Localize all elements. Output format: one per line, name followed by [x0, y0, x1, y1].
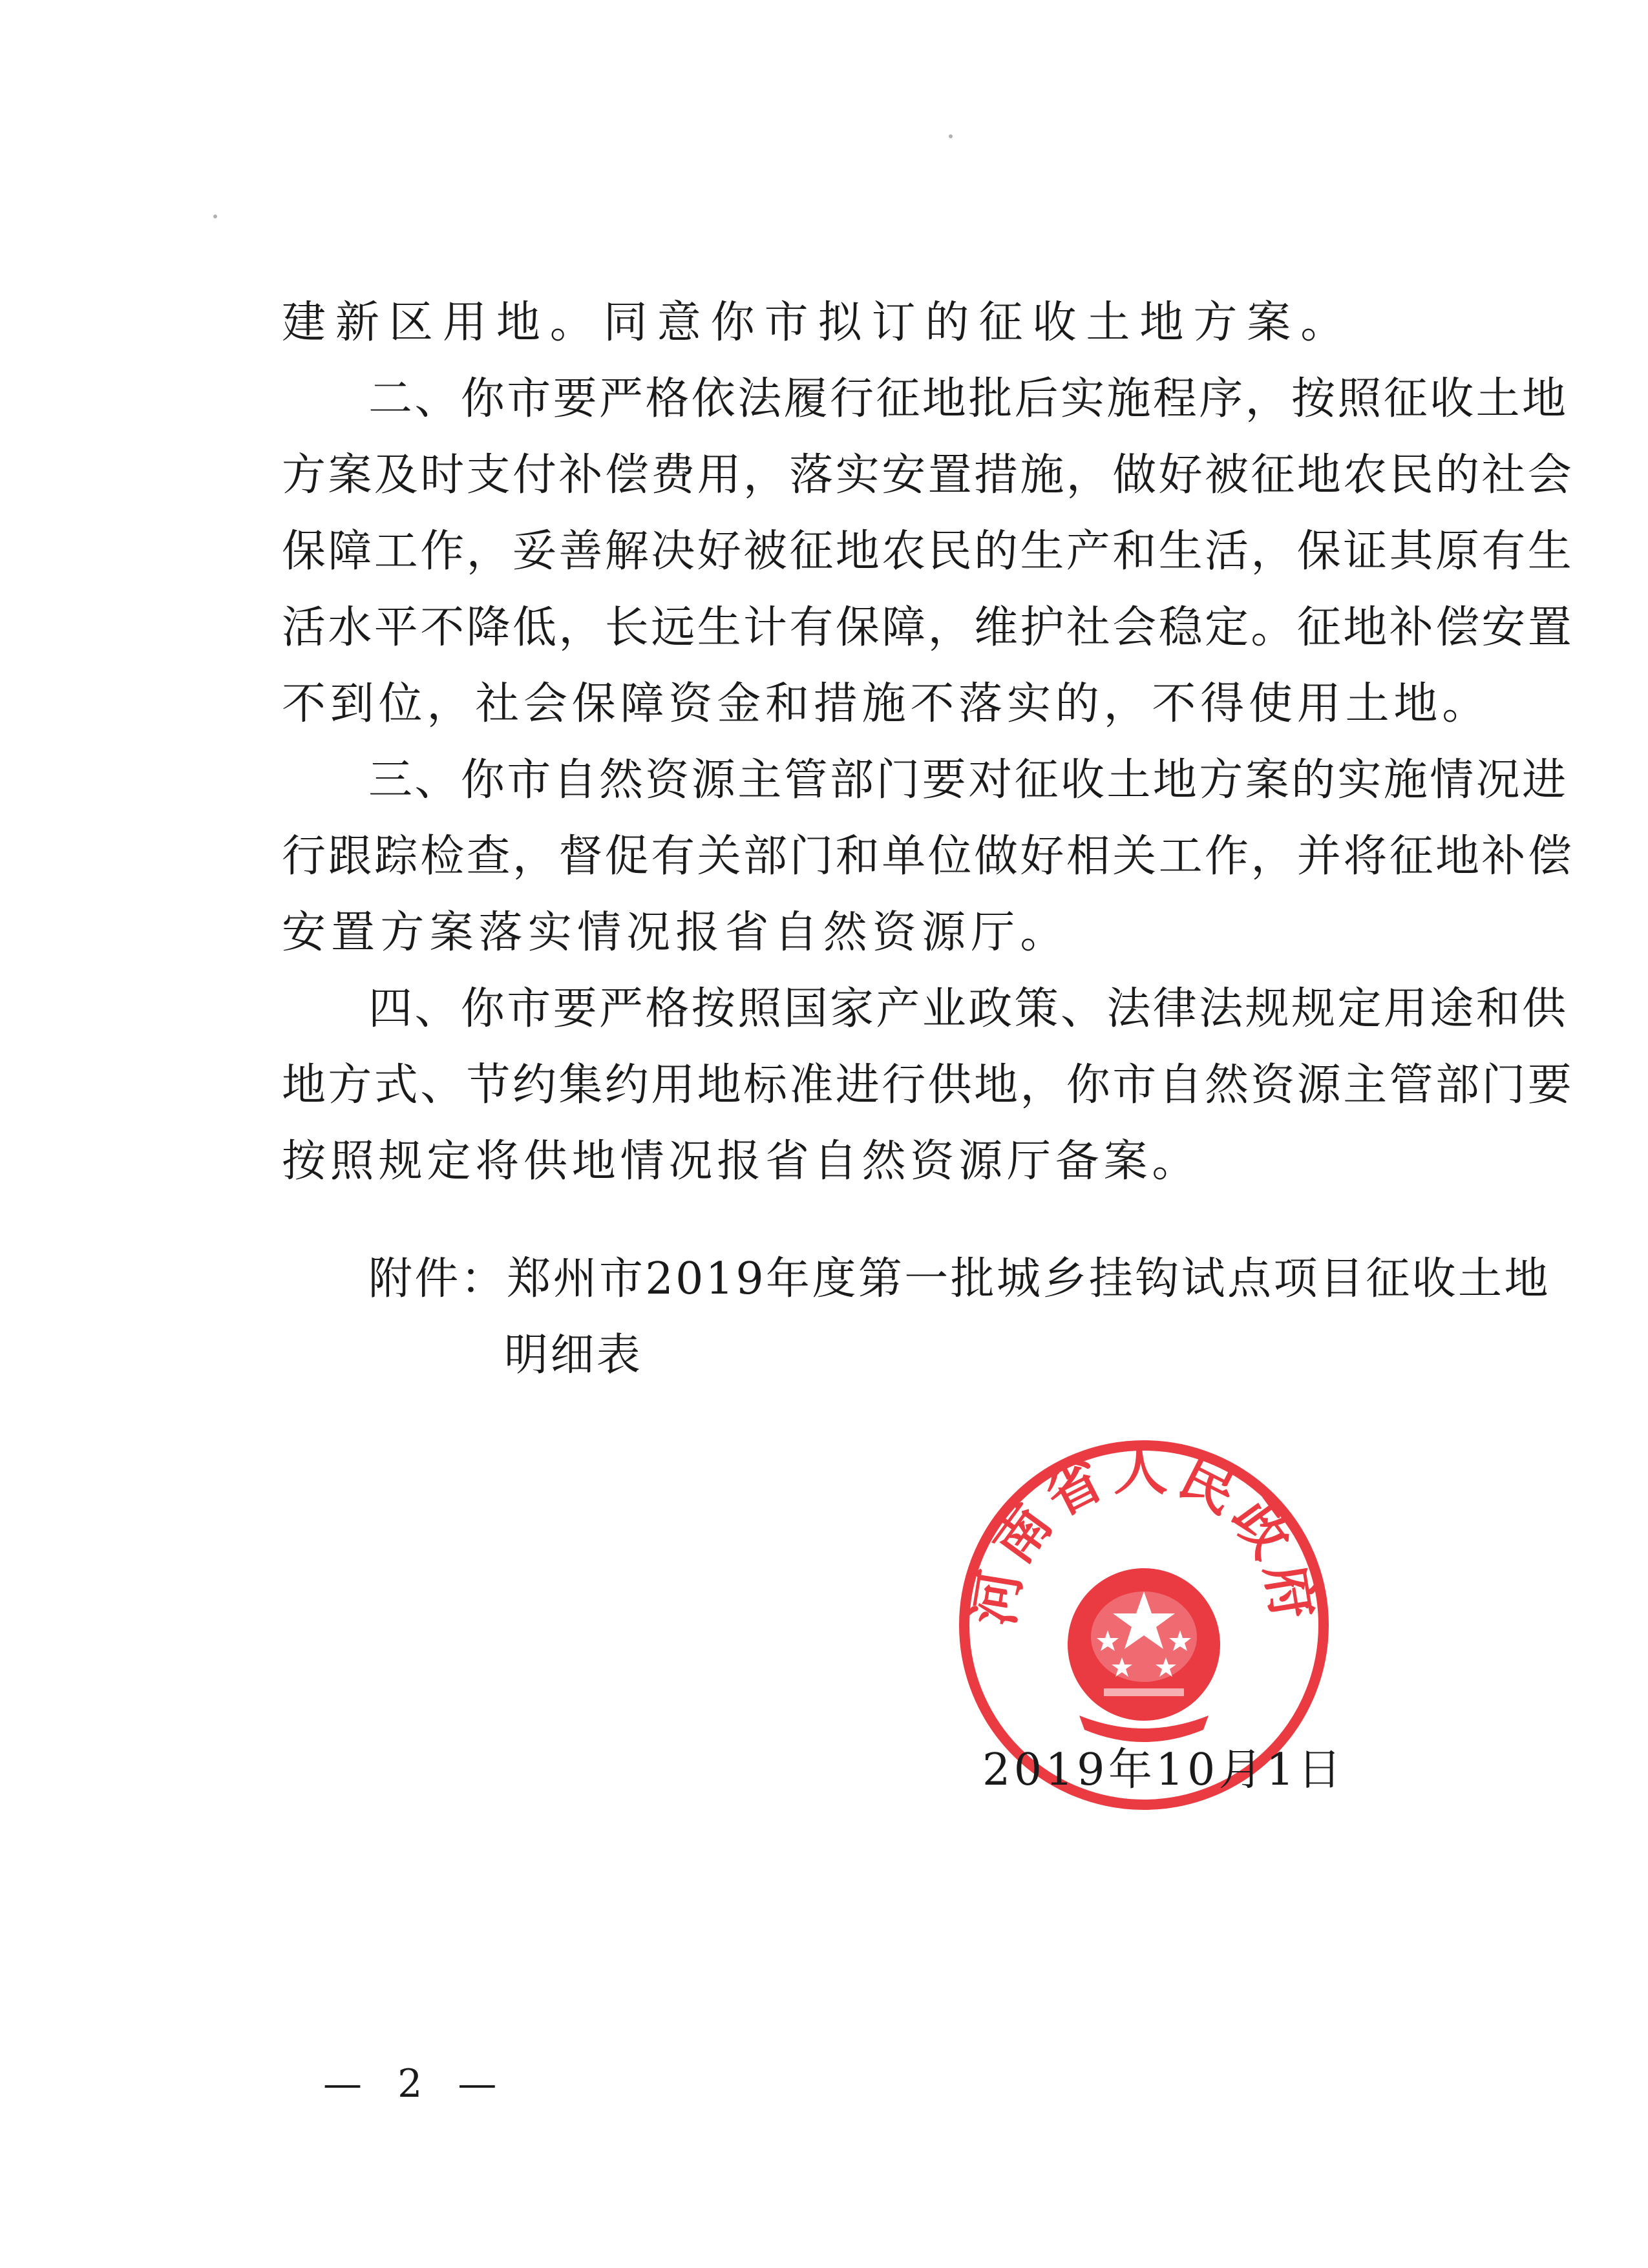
body-line-8: 行跟踪检查，督促有关部门和单位做好相关工作，并将征地补偿	[282, 831, 1574, 882]
scan-speck	[949, 134, 953, 138]
attachment-line-2: 明细表	[504, 1330, 643, 1381]
page-number: — 2 —	[323, 2061, 509, 2106]
body-line-6: 不到位，社会保障资金和措施不落实的，不得使用土地。	[282, 678, 1491, 730]
body-line-10: 四、你市要严格按照国家产业政策、法律法规规定用途和供	[368, 983, 1569, 1034]
body-line-1: 建新区用地。同意你市拟订的征收土地方案。	[282, 297, 1355, 348]
attachment-line-1: 附件：郑州市2019年度第一批城乡挂钩试点项目征收土地	[368, 1254, 1550, 1305]
body-line-4: 保障工作，妥善解决好被征地农民的生产和生活，保证其原有生	[282, 526, 1574, 577]
seal-text: 河南省人民政府	[961, 1438, 1327, 1630]
scan-speck	[213, 215, 217, 218]
body-line-11: 地方式、节约集约用地标准进行供地，你市自然资源主管部门要	[282, 1060, 1574, 1111]
issue-date: 2019年10月1日	[982, 1745, 1346, 1796]
body-line-9: 安置方案落实情况报省自然资源厅。	[282, 907, 1070, 958]
body-line-3: 方案及时支付补偿费用，落实安置措施，做好被征地农民的社会	[282, 450, 1574, 501]
body-line-12: 按照规定将供地情况报省自然资源厅备案。	[282, 1136, 1201, 1187]
national-emblem-icon	[1068, 1568, 1220, 1742]
body-line-2: 二、你市要严格依法履行征地批后实施程序，按照征收土地	[368, 373, 1569, 425]
body-line-7: 三、你市自然资源主管部门要对征收土地方案的实施情况进	[368, 755, 1569, 806]
body-line-5: 活水平不降低，长远生计有保障，维护社会稳定。征地补偿安置	[282, 602, 1574, 653]
